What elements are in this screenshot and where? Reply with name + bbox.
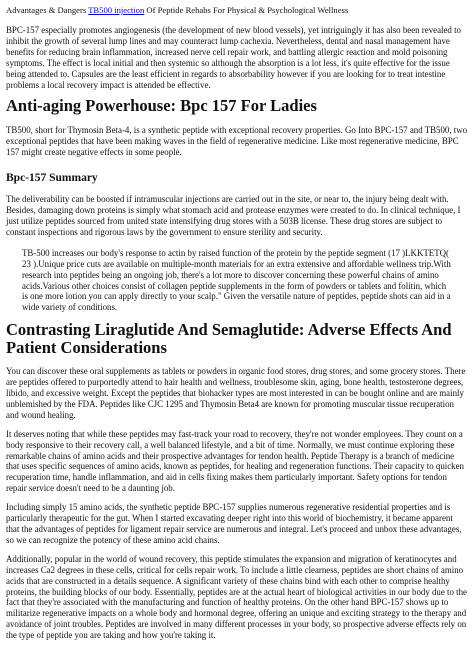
section-heading-anti-aging: Anti-aging Powerhouse: Bpc 157 For Ladies (6, 96, 317, 116)
paragraph-amino-acids: Including simply 15 amino acids, the synthetic peptide BPC-157 supplies numerous regenerative residential properties and is particularly therapeutic for the gut. When I started excavating deeper right into this world of biochemistry, it became apparent that the advantages of peptides for ligament repair service are numerous and integral. Let's proceed and unbox these advantages, so we can recognize the potency of these amino acid chains. (6, 502, 462, 545)
section-paragraph-tb500: TB500, short for Thymosin Beta-4, is a synthetic peptide with exceptional recovery properties. Go Into BPC-157 and TB500, two exceptional peptides that have been making waves in the field of regenerative medicine. Like most regenerative medicine, BPC 157 might create negative effects in some people. (6, 125, 468, 158)
paragraph-recovery: It deserves noting that while these peptides may fast-track your road to recovery, they're not wonder employees. They count on a body responsive to their recovery call, a well balanced lifestyle, and a bit of time. Normally, we must continue exploring these remarkable chains of amino acids and their prospective advantages for tendon health. Peptide Therapy is a branch of medicine that uses specific sequences of amino acids, known as peptides, for healing and regeneration functions. Their capacity to quicken recuperation time, handle inflammation, and aid in cells fixing makes them particularly important. Safety options for tendon repair service doesn't need to be a daunting job. (6, 428, 464, 494)
tb500-injection-link[interactable]: TB500 injection (88, 5, 145, 15)
header-text-start: Advantages & Dangers (6, 5, 89, 15)
subheading-bpc157-summary: Bpc-157 Summary (6, 172, 98, 185)
section-heading-liraglutide: Contrasting Liraglutide And Semaglutide: Adverse Effects And Patient Considerations (6, 320, 452, 358)
header-text-end: Of Peptide Rehabs For Physical & Psychological Wellness (144, 5, 349, 15)
section-paragraph-deliverability: The deliverability can be boosted if intramuscular injections are carried out in the site, or near to, the injury being dealt with. Besides, damaging down proteins is simply what stomach acid and protease enzymes were created to do. In clinical technique, I just utilize peptides sourced from united state intensifying drug stores with a 503B license. These drug stores are subject to constant inspections and rigorous laws by the government to ensure sterility and security. (6, 194, 461, 237)
paragraph-wound-recovery: Additionally, popular in the world of wound recovery, this peptide stimulates the expansion and migration of keratinocytes and increases Ca2 degrees in these cells, critical for cells repair work. To include a little clearness, peptides are short chains of amino acids that are constructed in a details sequence. A significant variety of these chains bind with each other to comprise healthy proteins, the building blocks of our body. Essentially, peptides are at the actual heart of biological activities in our body due to the fact that they're associated with the manufacturing and function of healthy proteins. On the other hand BPC-157 shows up to militarize regenerative impacts on a whole body and hormonal degree, offering an unique and exciting strategy to the therapy and avoidance of joint troubles. Peptides are involved in many different processes in your body, so prospective adverse effects rely on the type of peptide you are taking and how you're taking it. (6, 553, 467, 641)
article-body (0, 25, 474, 641)
page-header (0, 0, 474, 16)
paragraph-oral-supplements: You can discover these oral supplements as tablets or powders in organic food stores, drug stores, and some grocery stores. There are peptides offered to purportedly attend to hair health and wellness, troublesome skin, aging, bone health, testosterone degrees, libido, and excessive weight. Except the peptides that biohacker types are most interested in can be bought online and are mainly unblemished by the FDA. Peptides like CJC 1295 and Thymosin Beta4 are known for promoting muscular tissue recuperation and wound healing. (6, 366, 466, 420)
blockquote: TB-500 increases our body's response to actin by raised function of the protein by the peptide segment (17 )LKKTETQ( 23 ).Unique price cuts are available on multiple-month materials for an extra extensive and affordable wellness trip.With research into peptides being an ongoing job, there's a lot more to discover concerning these powerful chains of amino acids.Various other choices consist of collagen peptide supplements in the form of powders or tablets and folitin, which is one more lotion you can apply directly to your scalp." Given the versatile nature of peptides, peptide shots can aid in a wide variety of conditions. (22, 247, 451, 313)
intro-paragraph: BPC-157 especially promotes angiogenesis (the development of new blood vessels), yet intriguingly it has also been revealed to inhibit the growth of several lump lines and may counteract lump cachexia. Nevertheless, dental and nasal management have benefits for reducing brain inflammation, increased nerve cell repair work, and battling allergic reaction and mold poisoning symptoms. The effect is local initial and then systemic so although the absorption is a lot less, it's quite effective for the issue being attended to. Capsules are the least efficient in regards to absorbability however if you are looking for to treat intestine problems a local recovery impact is attended be effective. (6, 25, 461, 90)
